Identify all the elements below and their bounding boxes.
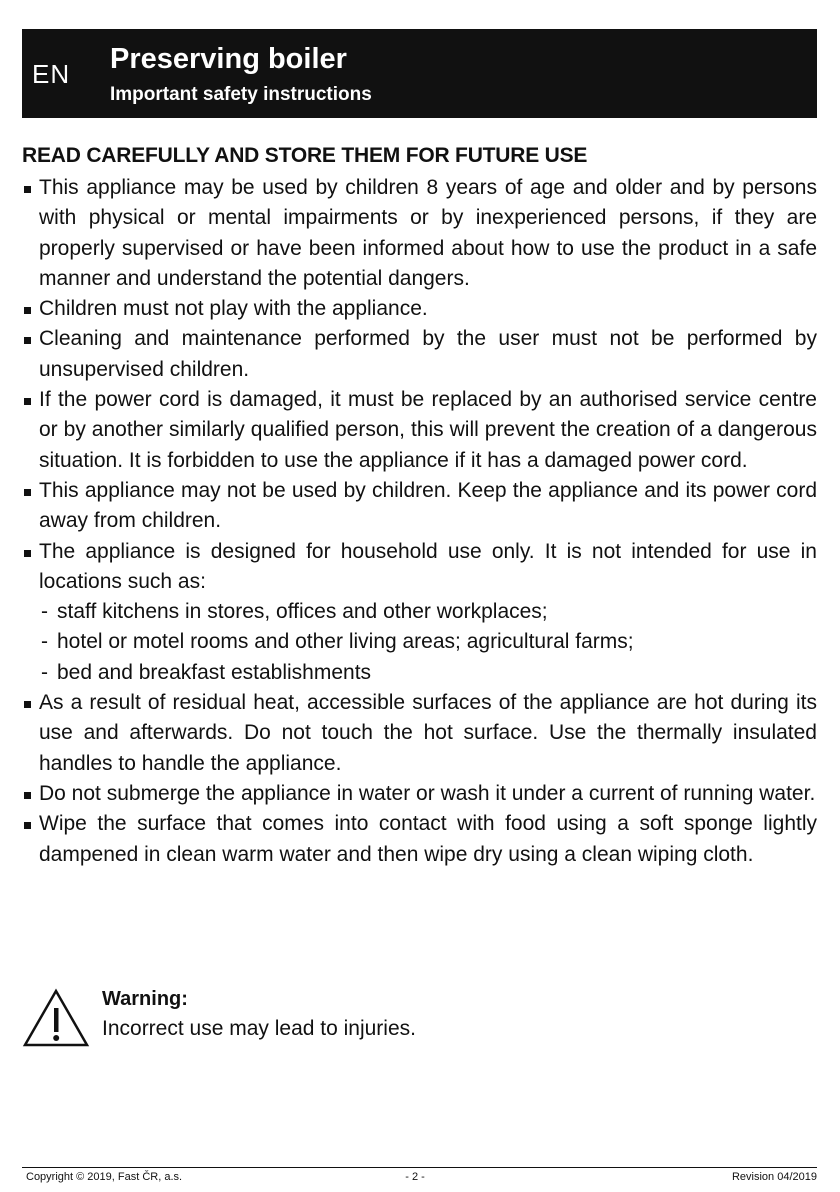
list-item: As a result of residual heat, accessible surfaces of the appliance are hot during its use and afterwards. Do not touch the hot surface. Use the thermally insulated handles to handle the appliance. <box>22 688 817 779</box>
page-number: - 2 - <box>405 1171 425 1183</box>
list-item: The appliance is designed for household use only. It is not intended for use in locations such as: - staff kitchens in stores, offices and other workplaces; - hotel or motel rooms and other living areas; agricultural farms; - bed and breakfast establishments <box>22 537 817 688</box>
list-item: Cleaning and maintenance performed by the user must not be performed by unsupervised children. <box>22 324 817 385</box>
bullet-icon <box>24 337 31 344</box>
page-subtitle: Important safety instructions <box>110 84 372 105</box>
safety-instructions <box>22 173 817 870</box>
rules-list <box>22 173 817 870</box>
footer-revision: Revision 04/2019 <box>731 1171 817 1183</box>
locations-list <box>39 597 817 688</box>
dash-icon: - <box>41 600 48 624</box>
list-item: If the power cord is damaged, it must be replaced by an authorised service centre or by another similarly qualified person, this will prevent the creation of a dangerous situation. It is forbidden to use the appliance if it has a damaged power cord. <box>22 385 817 476</box>
page-header <box>22 29 817 118</box>
bullet-icon <box>24 550 31 557</box>
warning-title: Warning: <box>102 988 188 1010</box>
bullet-icon <box>24 186 31 193</box>
bullet-icon <box>24 489 31 496</box>
bullet-icon <box>24 701 31 708</box>
dash-icon: - <box>41 630 48 654</box>
sub-list-item: - staff kitchens in stores, offices and other workplaces; <box>39 597 817 627</box>
warning-triangle-icon <box>22 988 90 1048</box>
list-item: This appliance may be used by children 8 years of age and older and by persons with physical or mental impairments or by inexperienced persons, if they are properly supervised or have been informed about how to use the product in a safe manner and understand the potential dangers. <box>22 173 817 294</box>
bullet-icon <box>24 792 31 799</box>
intro-heading: READ CAREFULLY AND STORE THEM FOR FUTURE USE <box>22 144 588 167</box>
bullet-icon <box>24 307 31 314</box>
list-item: Do not submerge the appliance in water or wash it under a current of running water. <box>22 779 817 809</box>
warning-box <box>22 988 622 1052</box>
bullet-icon <box>24 398 31 405</box>
footer-divider <box>22 1167 817 1168</box>
footer-copyright: Copyright © 2019, Fast ČR, a.s. <box>26 1171 183 1183</box>
list-item: This appliance may not be used by children. Keep the appliance and its power cord away from children. <box>22 476 817 537</box>
language-code: EN <box>32 59 71 89</box>
bullet-icon <box>24 822 31 829</box>
sub-list-item: - hotel or motel rooms and other living areas; agricultural farms; <box>39 627 817 657</box>
warning-text: Incorrect use may lead to injuries. <box>102 1017 416 1040</box>
list-item: Children must not play with the appliance. <box>22 294 817 324</box>
page-title: Preserving boiler <box>110 43 347 75</box>
sub-list-item: - bed and breakfast establishments <box>39 658 817 688</box>
dash-icon: - <box>41 660 48 684</box>
list-item: Wipe the surface that comes into contact with food using a soft sponge lightly dampened in clean warm water and then wipe dry using a clean wiping cloth. <box>22 809 817 870</box>
